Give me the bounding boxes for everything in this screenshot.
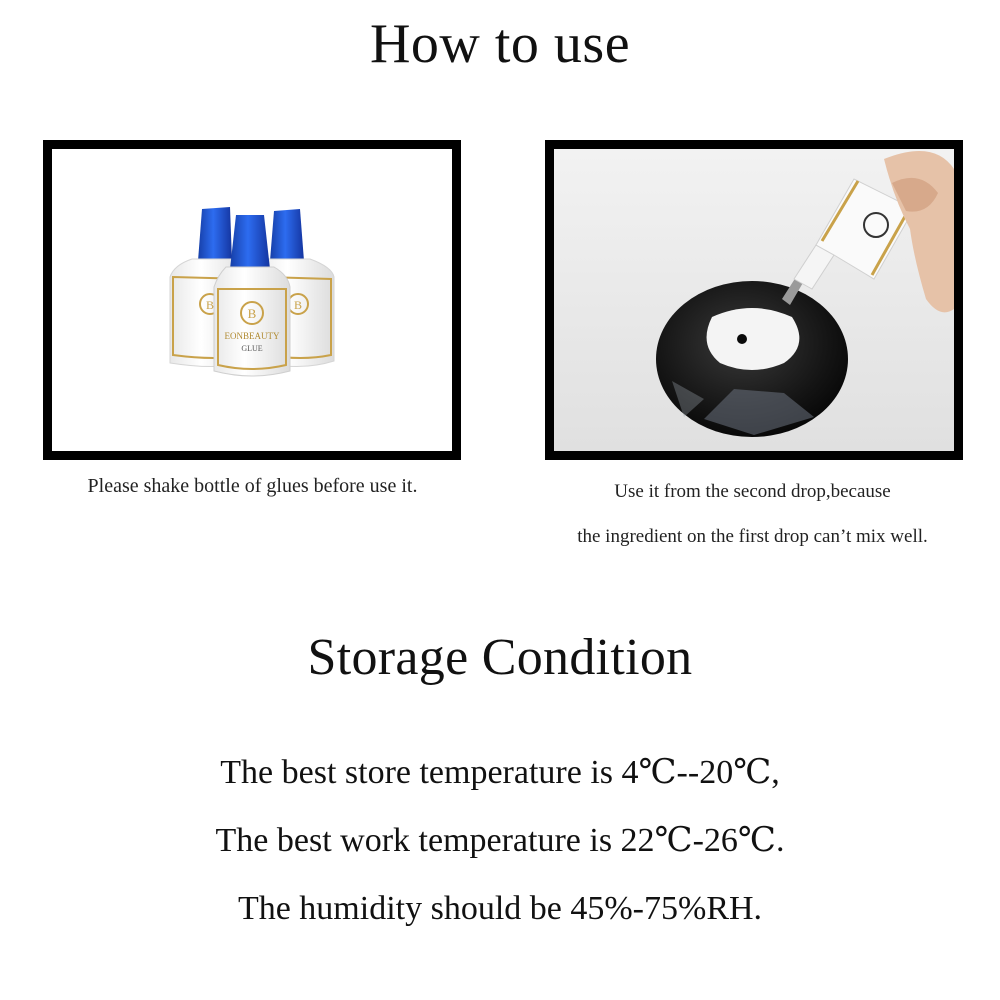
glue-bottles-photo (43, 140, 461, 460)
step1-caption: Please shake bottle of glues before use it. (87, 475, 418, 497)
svg-text:EONBEAUTY: EONBEAUTY (224, 331, 280, 341)
work-temperature-text: The best work temperature is 22℃-26℃. (215, 822, 785, 859)
jade-stone (656, 281, 848, 437)
sticker-pad (707, 308, 800, 370)
glue-drop (737, 334, 747, 344)
step2-caption-line1: Use it from the second drop,because (614, 481, 891, 502)
svg-text:GLUE: GLUE (241, 344, 263, 353)
store-temperature-text: The best store temperature is 4℃--20℃, (220, 754, 780, 791)
step2-caption-line2: the ingredient on the first drop can’t mix well. (577, 526, 928, 547)
svg-text:B: B (247, 306, 257, 321)
how-to-use-title: How to use (369, 13, 631, 75)
humidity-text: The humidity should be 45%-75%RH. (237, 890, 763, 927)
glue-drop-illustration (554, 149, 954, 451)
svg-text:B: B (205, 298, 215, 312)
svg-text:B: B (293, 298, 303, 312)
glue-bottles-illustration (52, 149, 452, 451)
glue-drop-photo (545, 140, 963, 460)
storage-condition-title: Storage Condition (307, 629, 693, 686)
